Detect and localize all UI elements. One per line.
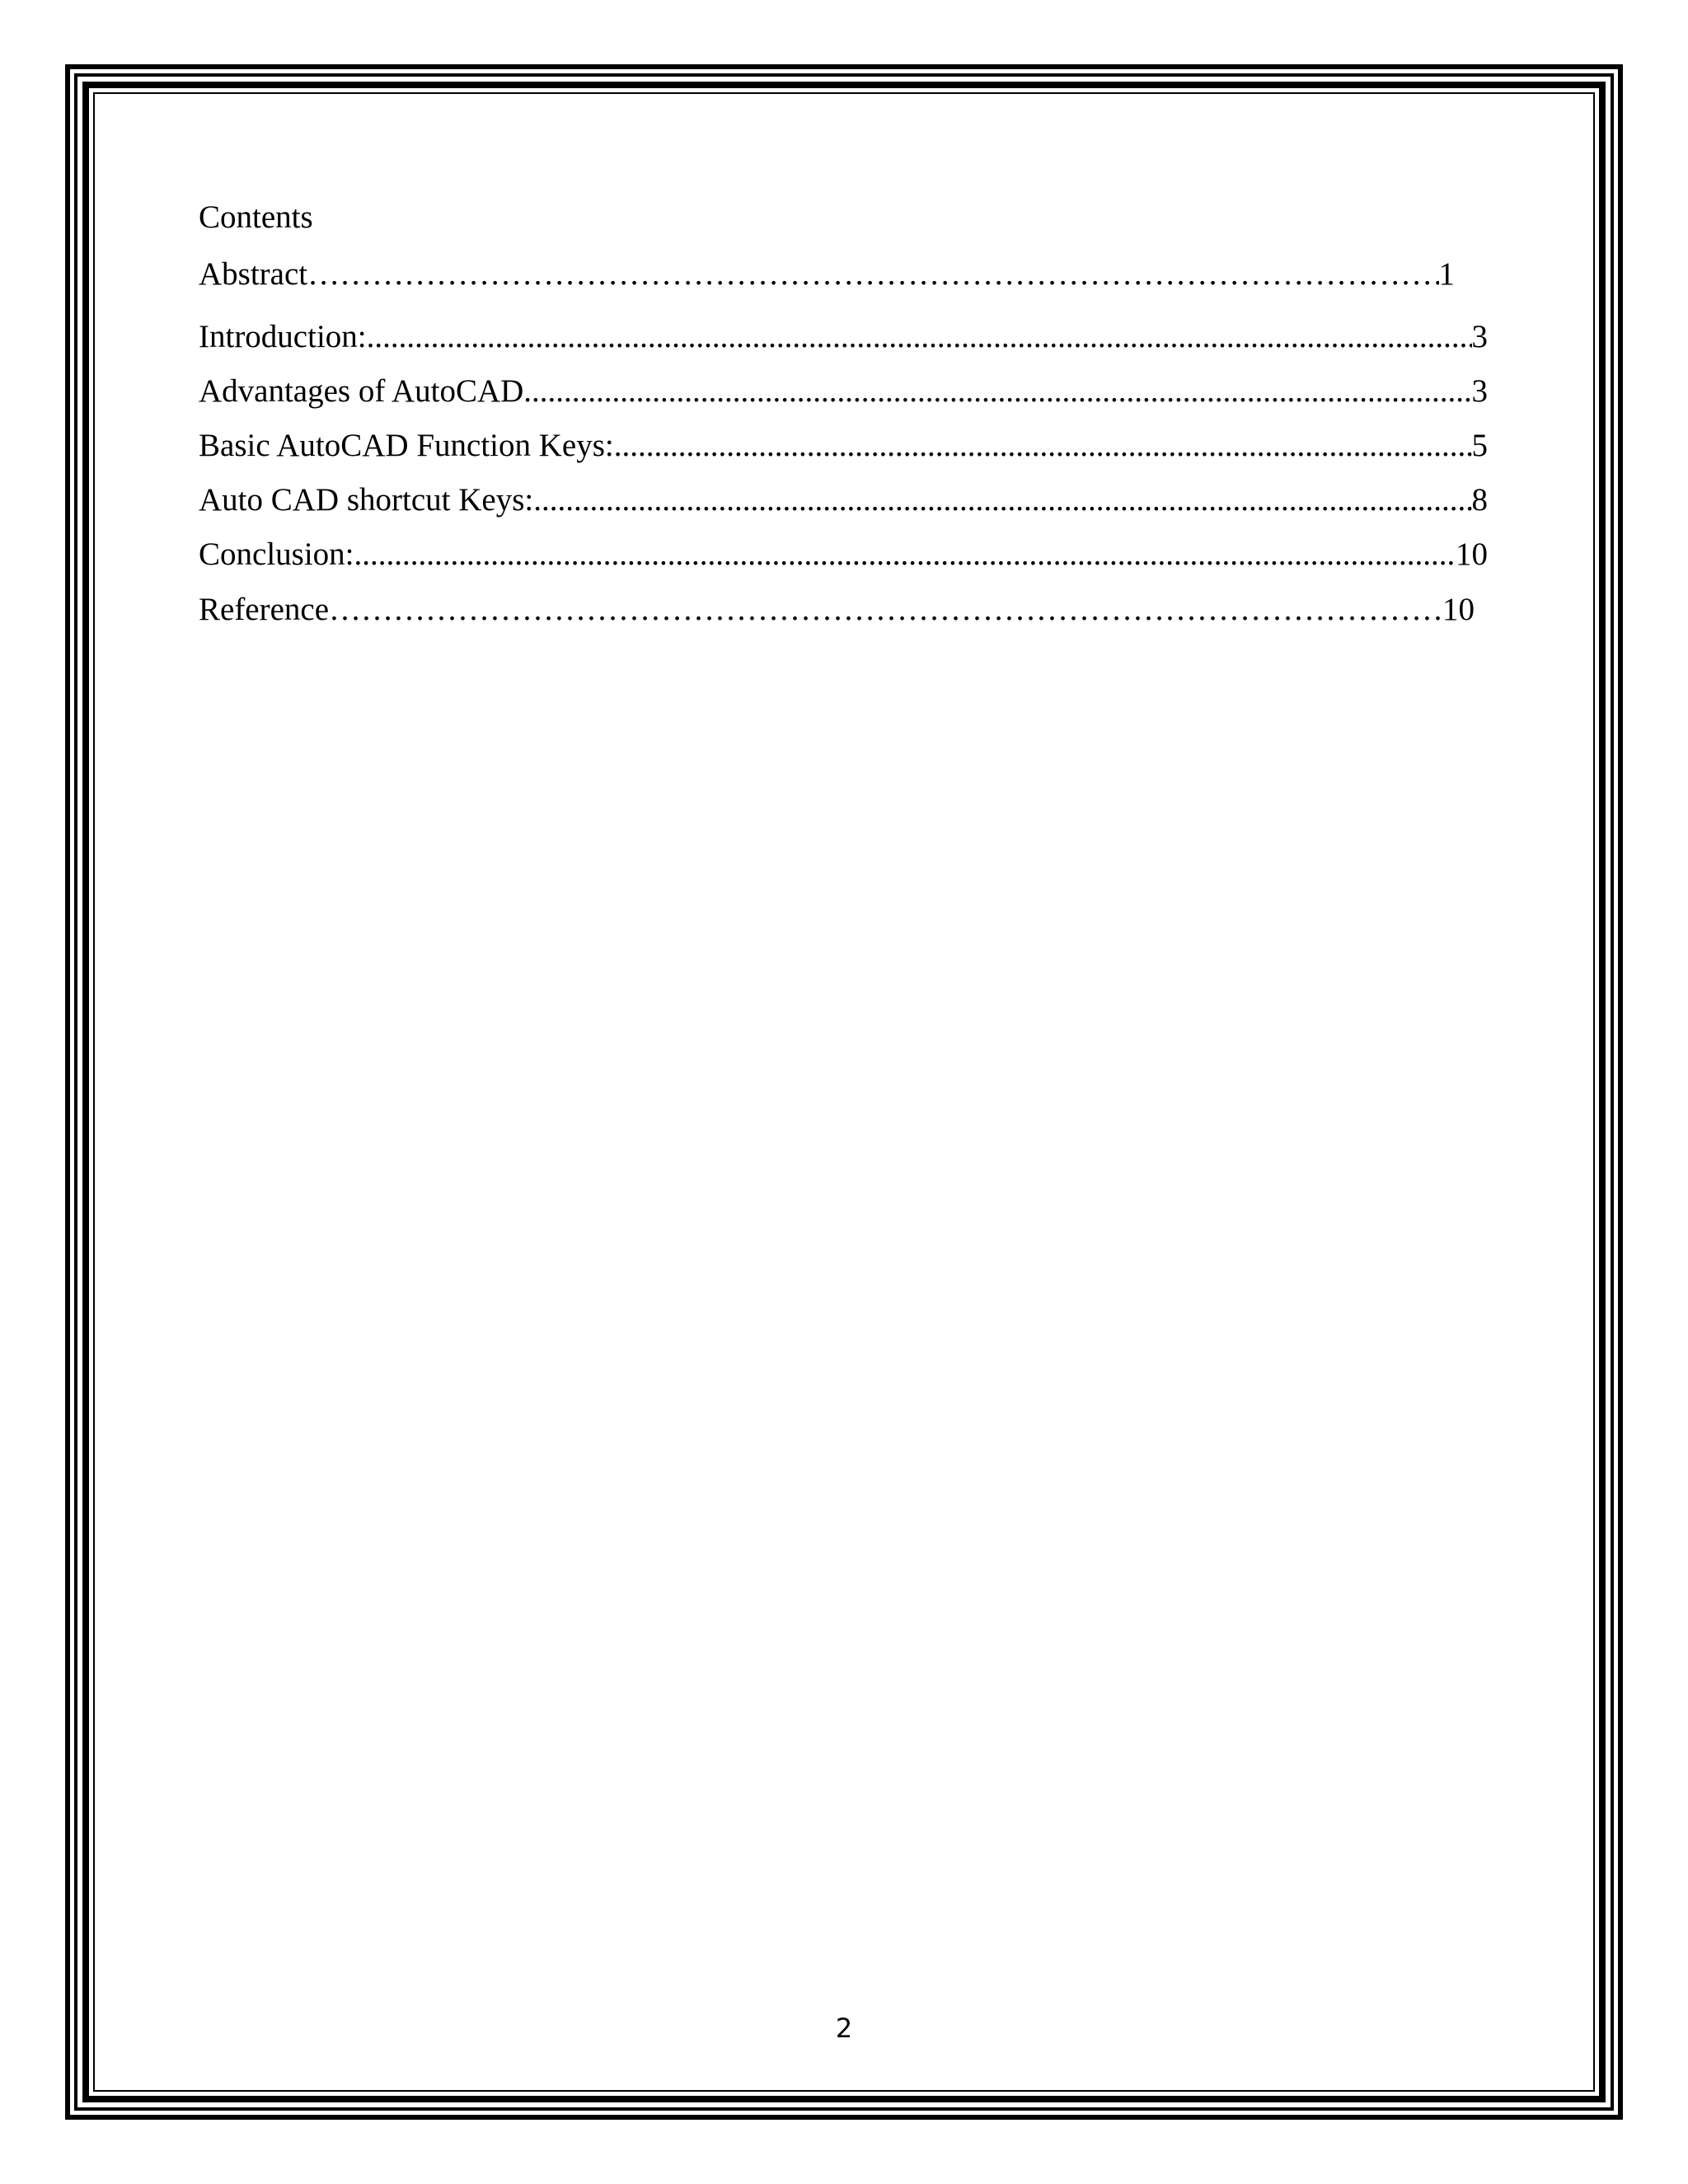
toc-entry-title: Conclusion: [199,537,354,572]
toc-entry-leader [307,248,1438,301]
toc-entry-page: 10 [1456,537,1488,572]
toc-entry-page: 5 [1471,428,1488,463]
toc-entry-leader [614,419,1472,472]
toc-entry-page: 10 [1442,592,1475,627]
toc-entry-leader [367,311,1472,363]
toc-entry-function-keys[interactable] [199,419,1488,472]
toc-entry-shortcut-keys[interactable] [199,474,1488,527]
toc-entry-leader [533,474,1471,527]
toc-entry-introduction[interactable] [199,311,1488,363]
toc-entry-leader [523,365,1471,418]
toc-entry-advantages[interactable] [199,365,1488,418]
toc-entry-page: 8 [1471,482,1488,518]
toc-entry-page: 3 [1471,373,1488,409]
toc-heading: Contents [199,199,313,235]
toc-entry-abstract[interactable] [199,248,1455,301]
toc-entry-conclusion[interactable] [199,528,1488,581]
toc-entry-title: Auto CAD shortcut Keys: [199,482,534,518]
toc-entry-page: 1 [1438,256,1455,292]
toc-entry-leader [354,528,1456,581]
toc-entry-title: Advantages of AutoCAD [199,373,524,409]
toc-entry-page: 3 [1471,319,1488,354]
toc-entry-title: Reference [199,592,330,627]
toc-entry-title: Introduction: [199,319,367,354]
toc-entry-leader [329,583,1442,636]
toc-entry-title: Abstract [199,256,308,292]
page-number: 2 [835,2013,853,2044]
toc-entry-title: Basic AutoCAD Function Keys: [199,428,614,463]
toc-entry-reference[interactable] [199,583,1475,636]
